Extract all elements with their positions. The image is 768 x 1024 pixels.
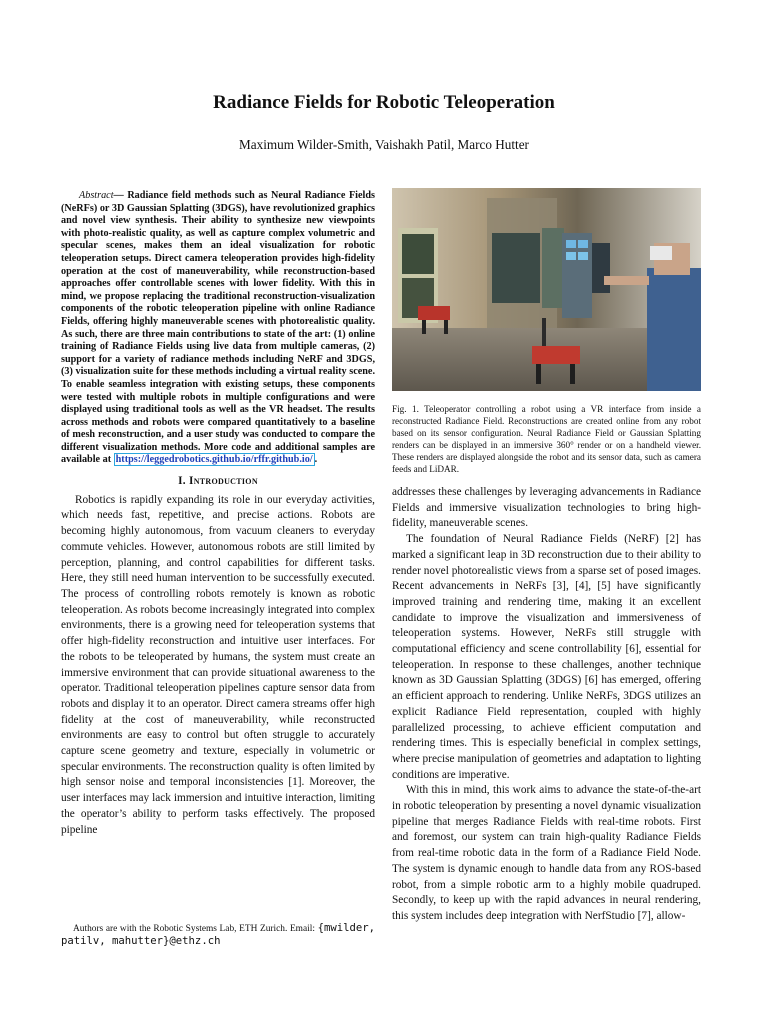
paper-title: Radiance Fields for Robotic Teleoperation [213,92,555,113]
figure-1-image [392,188,701,391]
section-heading-introduction [61,474,375,490]
abstract-label: Abstract [79,190,114,201]
left-column [61,190,375,838]
figure-1-caption: Fig. 1. Teleoperator controlling a robot using a VR interface from inside a reconstructed Radiance Field. Reconstructions are created online from any robot based on its sensor configuration. Neural Radiance Field or Gaussian Splatting renders can be displayed in an immersive 360° render or on a handheld viewer. These renders are displayed alongside the robot and its sensor data, such as camera feeds and LiDAR. [392,404,701,474]
footnote-emails: {mwilder, patilv, mahutter}@ethz.ch [61,922,375,947]
abstract [61,190,375,467]
author-footnote [61,922,375,948]
abstract-end: . [314,454,318,466]
intro-paragraph-4: With this in mind, this work aims to advance the state-of-the-art in robotic teleoperation by presenting a novel dynamic visualization pipeline that merges Radiance Fields with real-time robots. First and foremost, our system can train high-quality Radiance Fields from real-time robotic data in the form of a Radiance Field Node. The system is dynamic enough to handle data from any ROS-based robot, from a simple robotic arm to a highly mobile quadruped. Secondly, to keep up with the rapid advances in neural rendering, this system includes deep integration with NerfStudio [7], allow- [392,784,701,922]
intro-paragraph-1: Robotics is rapidly expanding its role in our everyday activities, which needs fast, repetitive, and precise actions. Robots are becoming highly autonomous, from vacuum cleaners to everyday commute vehicles. However, autonomous robots are still limited by perception, planning, and control capabilities for different tasks. Here, they still need human intervention to be successfully executed. The process of controlling robots remotely is known as robotic teleoperation. As robots become increasingly integrated into complex environments, there is a growing need for teleoperation systems that offer high-fidelity reconstruction and intuitive user interfaces. For the robots to be teleoperated by humans, the system must create an immersive environment that can provide situational awareness to the operator. Traditional teleoperation pipelines capture sensor data from robots and display it to an operator. Direct camera streams offer high fidelity at the cost of maneuverability, while reconstructed environments are easy to control but often struggle to accurately capture scene geometry and texture, especially in volumetric or specular environments. The reconstruction quality is often limited by high sensor noise and temporal inconsistencies [1]. Moreover, the user interfaces may lack immersion and intuitive interaction, limiting the operator’s ability to perform tasks effectively. The proposed pipeline [61,493,375,836]
footnote-text: Authors are with the Robotic Systems Lab, ETH Zurich. Email: [73,924,315,934]
section-number: I. [178,475,186,488]
intro-paragraph-3: The foundation of Neural Radiance Fields (NeRF) [2] has marked a significant leap in 3D reconstruction due to their ability to render novel photorealistic views from a sparse set of posed images. Recent advancements in NeRFs [3], [4], [5] have significantly improved training and rendering time, making it an excellent candidate to improve the visualization and immersiveness of teleoperation systems. However, NeRFs still struggle with computational efficiency and scene controllability [6], essential for teleoperation. In response to these challenges, another technique known as 3D Gaussian Splatting (3DGS) [6] has emerged, offering an efficient approach to rendering. Unlike NeRFs, 3DGS utilizes an explicit Radiance Field representation, coupled with highly parallelized processing, to achieve efficient computation and rendering times. This is especially beneficial in complex settings, where precise manipulation of geometries and adaptation to lighting conditions are imperative. [392,533,701,781]
intro-paragraph-2: addresses these challenges by leveraging advancements in Radiance Fields and immersive visualization technologies to bring high-fidelity, maneuverable scenes. [392,486,701,530]
author-list: Maximum Wilder-Smith, Vaishakh Patil, Marco Hutter [239,137,529,152]
section-title: Introduction [189,475,258,488]
right-column [392,485,701,925]
abstract-body: — Radiance field methods such as Neural Radiance Fields (NeRFs) or 3D Gaussian Splatting (3DGS), have revolutionized graphics and novel view synthesis. Their ability to synthesize new viewpoints with photo-realistic quality, as well as capture complex volumetric and specular scenes, makes them an ideal visualization for robotic teleoperation setups. Direct camera teleoperation provides high-fidelity operation at the cost of maneuverability, while reconstruction-based approaches offer controllable scenes with lower fidelity. With this in mind, we propose replacing the traditional reconstruction-visualization components of the robotic teleoperation pipeline with online Radiance Fields, offering highly maneuverable scenes with photorealistic quality. As such, there are three main contributions to state of the art: (1) online training of Radiance Fields using live data from multiple cameras, (2) support for a variety of radiance methods including NeRF and 3DGS, (3) visualization suite for these methods including a virtual reality scene. To enable seamless integration with existing setups, these components were tested with multiple robots in multiple configurations and were displayed using traditional tools as well as the VR headset. The results across methods and robots were compared quantitatively to a baseline of mesh reconstruction, and a user study was conducted to compare the different visualization methods. More code and additional samples are available at [61,190,375,466]
project-link[interactable]: https://leggedrobotics.github.io/rffr.github.io/ [115,454,313,466]
